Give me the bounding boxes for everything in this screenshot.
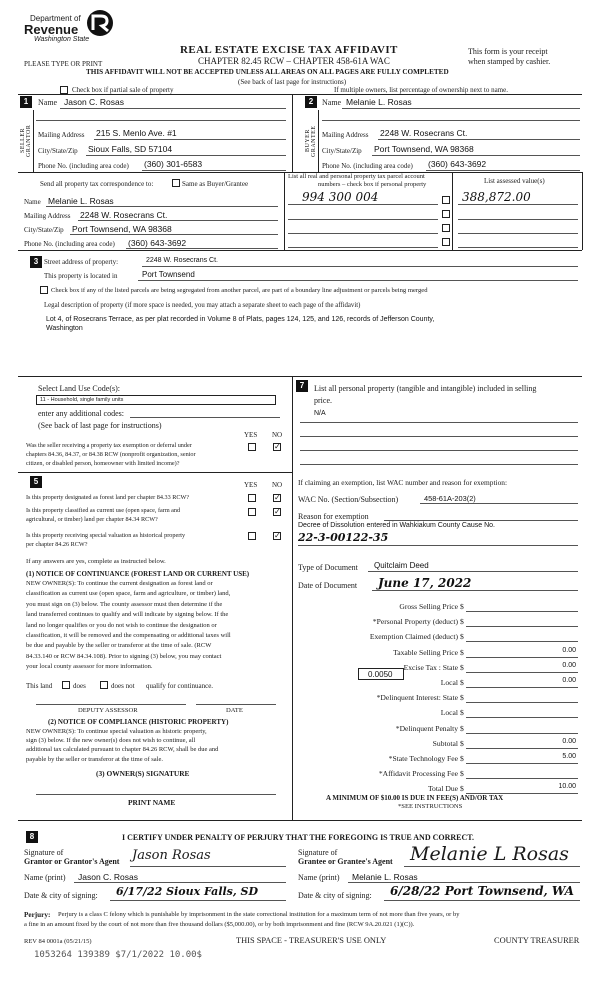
minimum-line1: A MINIMUM OF $10.00 IS DUE IN FEE(S) AND/OR TAX [326,794,504,802]
does-label: does [73,682,86,690]
parcel-3-personal-checkbox[interactable] [442,224,450,232]
tax-row-label: Gross Selling Price [399,602,458,611]
tax-row-value[interactable]: 0.00 [562,737,576,745]
does-not-label: does not [111,682,135,690]
grantee-sig-label2: Grantee or Grantee's Agent [298,857,393,866]
tax-row-currency: $ [460,723,464,733]
grantor-sig-label1: Signature of [24,848,64,857]
grantee-date-label: Date & city of signing: [298,891,372,900]
notice2-title: (2) NOTICE OF COMPLIANCE (HISTORIC PROPERTY) [48,718,229,726]
seller-mail[interactable]: 215 S. Menlo Ave. #1 [96,128,177,138]
treasurer-stamp: 1053264 139389 $7/1/2022 10.00$ [34,950,202,960]
seller-side-label: SELLER GRANTOR [20,124,32,158]
current-use-no-checkbox[interactable]: ✓ [274,507,281,516]
buyer-name[interactable]: Melanie L. Rosas [346,97,412,107]
s5-q3-line1: Is this property receiving special valuation as historical property [26,532,186,539]
notice1-line: your local county assessor for more information. [26,663,153,671]
this-land: This land [26,682,53,690]
tax-row-label: Total Due [427,784,458,794]
dept-line1: Department of [30,14,81,23]
s5-q3-line2: per chapter 84.26 RCW? [26,541,88,548]
notice1-line: classification, it will be removed and the compensating or additional taxes will [26,632,231,639]
notice2-line: additional tax calculated pursuant to chapter 84.26 RCW, shall be due and [26,746,219,754]
grantor-signature[interactable]: Jason Rosas [132,848,211,863]
exemption-q-line1: Was the seller receiving a property tax exemption or deferral under [26,442,192,449]
tax-row-value[interactable]: 10.00 [558,783,576,791]
tax-row-label: *Delinquent Interest: State [376,693,458,703]
s5-yes: YES [244,481,258,489]
tax-row-currency: $ [460,708,464,718]
buyer-name-label: Name [322,98,342,107]
partial-sale-checkbox[interactable] [60,86,68,94]
assessed-value[interactable]: 388,872.00 [462,190,531,204]
notice2-line: sign (3) below. If the new owner(s) does not wish to continue, all [26,737,196,745]
tax-row-currency: $ [460,678,464,687]
perjury-label: Perjury: [24,911,51,919]
wac-value[interactable]: 458-61A-203(2) [424,494,476,503]
corr-mail-label: Mailing Address [24,212,71,220]
does-checkbox[interactable] [62,681,70,689]
qualify-label: qualify for continuance. [146,682,214,690]
located-label: This property is located in [44,272,118,280]
parcel-2-personal-checkbox[interactable] [442,210,450,218]
deputy-date: DATE [226,707,243,714]
seller-phone[interactable]: (360) 301-6583 [144,159,203,169]
grantee-date[interactable]: 6/28/22 Port Townsend, WA [390,884,574,898]
tax-row-label: Taxable Selling Price [393,647,458,657]
grantor-name[interactable]: Jason C. Rosas [78,872,138,882]
section-7-number: 7 [296,380,308,392]
doc-type[interactable]: Quitclaim Deed [374,561,429,570]
buyer-mail[interactable]: 2248 W. Rosecrans Ct. [380,128,468,138]
legal-label: Legal description of property (if more space is needed, you may attach a separate sheet to each page of the affidavit) [44,302,361,309]
notice2-line: NEW OWNER(S): To continue special valuation as historic property, [26,728,207,735]
exemption-intro: If claiming an exemption, list WAC number and reason for exemption: [298,478,508,487]
form-title: REAL ESTATE EXCISE TAX AFFIDAVIT [180,44,398,56]
section-2-number: 2 [305,96,317,108]
tax-row-value[interactable]: 0.00 [562,677,576,684]
does-not-checkbox[interactable] [100,681,108,689]
section-8-number: 8 [26,831,38,843]
tax-row-currency: $ [460,784,464,794]
notice1-line: land no longer qualifies or you do not wish to continue the designation or [26,621,217,629]
additional-codes-label: enter any additional codes: [38,409,124,418]
corr-name-label: Name [24,198,41,206]
tax-row-currency: $ [460,754,464,763]
seller-name[interactable]: Jason C. Rosas [64,97,124,107]
exemption-yes-checkbox[interactable] [248,443,256,451]
form-subtitle: CHAPTER 82.45 RCW – CHAPTER 458-61A WAC [198,56,390,66]
seller-name-label: Name [38,98,58,107]
buyer-city[interactable]: Port Townsend, WA 98368 [374,144,474,154]
wac-label: WAC No. (Section/Subsection) [298,495,399,504]
located-in[interactable]: Port Townsend [142,270,195,279]
tax-row-value[interactable]: 5.00 [562,753,576,760]
corr-mail[interactable]: 2248 W. Rosecrans Ct. [80,210,168,220]
buyer-phone[interactable]: (360) 643-3692 [428,159,487,169]
same-as-buyer-label: Same as Buyer/Grantee [182,180,249,188]
tax-row-currency: $ [460,769,464,779]
tax-row-label: *Affidavit Processing Fee [378,769,458,779]
notice1-line: you must sign on (3) below. The county assessor must then determine if the [26,600,223,608]
grantee-signature[interactable]: Melanie L Rosas [410,843,569,865]
receipt-line2: when stamped by cashier. [468,57,551,66]
tax-row-label: Subtotal [432,738,458,748]
street-label: Street address of property: [44,258,119,266]
land-use-no: NO [272,431,283,439]
receipt-line1: This form is your receipt [468,47,548,56]
parcel-header-line1: List all real and personal property tax parcel account [288,173,425,180]
correspondence-label: Send all property tax correspondence to: [40,180,154,188]
parcel-4-personal-checkbox[interactable] [442,238,450,246]
s5-q2-line1: Is this property classified as current use (open space, farm and [26,507,181,514]
s5-no: NO [272,481,283,489]
notice2-line: payable by the seller or transferor at the time of sale. [26,755,163,763]
tax-row-currency: $ [460,662,464,672]
notice1-line: be due and payable by the seller or transferor at the time of sale. (RCW [26,642,212,650]
notice1-title: (1) NOTICE OF CONTINUANCE (FOREST LAND OR CURRENT USE) [26,570,250,578]
treasurer-use: THIS SPACE - TREASURER'S USE ONLY [236,936,387,945]
warning: THIS AFFIDAVIT WILL NOT BE ACCEPTED UNLESS ALL AREAS ON ALL PAGES ARE FULLY COMPLETED [86,68,449,76]
grantee-name[interactable]: Melanie L. Rosas [352,872,418,882]
tax-row-value[interactable]: 0.00 [562,661,576,669]
doc-date[interactable]: June 17, 2022 [378,576,472,590]
tax-row-currency: $ [460,647,464,657]
buyer-mail-label: Mailing Address [322,131,369,139]
seller-city-label: City/State/Zip [38,147,78,155]
local-rate-box[interactable] [358,668,404,680]
land-use-select[interactable] [36,395,276,405]
grantor-date-label: Date & city of signing: [24,891,98,900]
tax-row-currency: $ [460,632,464,642]
legal-line2[interactable]: Washington [46,325,83,332]
segregated-label: Check box if any of the listed parcels are being segregated from another parcel, are part of a boundary line adjustment or parcels being merged [51,287,428,294]
tax-row-currency: $ [460,602,464,611]
perjury-line1: Perjury is a class C felony which is punishable by imprisonment in the state correctional institution for a maximum term of not more than five years, or by [58,911,460,918]
notice1-line: NEW OWNER(S): To continue the current designation as forest land or [26,580,213,587]
deputy-assessor: DEPUTY ASSESSOR [78,707,138,714]
buyer-phone-label: Phone No. (including area code) [322,162,413,170]
seller-city[interactable]: Sioux Falls, SD 57104 [88,144,173,154]
owner-signature-label: (3) OWNER(S) SIGNATURE [96,769,190,778]
corr-city-label: City/State/Zip [24,226,64,234]
corr-phone[interactable]: (360) 643-3692 [128,238,187,248]
historic-yes-checkbox[interactable] [248,532,256,540]
tax-row-label: Exemption Claimed (deduct) [369,632,458,642]
current-use-yes-checkbox[interactable] [248,508,256,516]
corr-city[interactable]: Port Townsend, WA 98368 [72,224,172,234]
revenue-logo-icon [84,8,116,38]
buyer-city-label: City/State/Zip [322,147,362,155]
partial-sale-label: Check box if partial sale of property [72,86,174,94]
seller-phone-label: Phone No. (including area code) [38,162,129,170]
section-1-number: 1 [20,96,32,108]
grantee-name-label: Name (print) [298,873,340,882]
parcel-1-personal-checkbox[interactable] [442,196,450,204]
s5-q2-line2: agricultural, or timber) land per chapter 84.34 RCW? [26,516,158,523]
segregated-checkbox[interactable] [40,286,48,294]
personal-line2: price. [314,396,332,405]
land-use-yes: YES [244,431,258,439]
exemption-no-checkbox[interactable]: ✓ [274,442,281,451]
corr-phone-label: Phone No. (including area code) [24,240,115,248]
doc-date-label: Date of Document [298,581,358,590]
historic-no-checkbox[interactable]: ✓ [274,531,281,540]
s5-instr: If any answers are yes, complete as instructed below. [26,558,166,565]
tax-row-label: *Delinquent Penalty [395,723,458,733]
certify-text: I CERTIFY UNDER PENALTY OF PERJURY THAT THE FOREGOING IS TRUE AND CORRECT. [122,833,475,842]
notice1-line: land transferred continues to qualify and will indicate by signing below. If the [26,611,229,619]
exemption-q-line3: citizen, or disabled person, homeowner with limited income)? [26,460,180,467]
corr-name[interactable]: Melanie L. Rosas [48,196,114,206]
tax-row-label: *Personal Property (deduct) [372,617,458,627]
assessed-header: List assessed value(s) [484,177,545,185]
multiple-owners-note: If multiple owners, list percentage of ownership next to name. [334,86,508,94]
grantor-date[interactable]: 6/17/22 Sioux Falls, SD [116,885,259,898]
parcel-header-line2: numbers – check box if personal property [318,181,427,188]
grantor-name-label: Name (print) [24,873,66,882]
personal-value[interactable]: N/A [314,410,326,417]
tax-row-currency: $ [460,738,464,748]
cause-number[interactable]: 22-3-00122-35 [298,531,389,544]
dept-line3: Washington State [34,36,90,43]
tax-row-value[interactable]: 0.00 [562,646,576,654]
section-5-number: 5 [30,476,42,488]
notice1-line: classification as current use (open space, farm and agriculture, or timber) land, [26,590,231,598]
doc-type-label: Type of Document [298,563,358,572]
land-use-label: Select Land Use Code(s): [38,384,120,393]
reason-value[interactable]: Decree of Dissolution entered in Wahkiakum County Cause No. [298,522,496,529]
street-address[interactable]: 2248 W. Rosecrans Ct. [146,257,218,264]
personal-line1: List all personal property (tangible and intangible) included in selling [314,384,537,393]
tax-row-label: Local [440,708,458,718]
parcel-number[interactable]: 994 300 004 [302,190,379,204]
land-use-select-value: 11 - Household, single family units [40,397,124,403]
perjury-line2: a fine in an amount fixed by the court of not more than five thousand dollars ($5,000.00), or by both imprisonment and fine (RCW 9A.20.021 (1)(C)). [24,921,415,928]
tax-row-label: Local [440,678,458,687]
dept-line2: Revenue [24,22,79,37]
form-number: REV 84 0001a (05/21/15) [24,938,92,945]
county-treasurer: COUNTY TREASURER [494,936,580,945]
same-as-buyer-checkbox[interactable] [172,179,180,187]
please-type: PLEASE TYPE OR PRINT [24,60,103,68]
tax-row-label: Excise Tax : State [403,662,458,672]
grantee-sig-label1: Signature of [298,848,338,857]
tax-row-currency: $ [460,617,464,627]
exemption-q-line2: chapters 84.36, 84.37, or 84.38 RCW (nonprofit organization, senior [26,451,196,458]
tax-row-label: *State Technology Fee [388,754,458,763]
seller-mail-label: Mailing Address [38,131,85,139]
s5-q1: Is this property designated as forest land per chapter 84.33 RCW? [26,494,190,501]
minimum-line2: *SEE INSTRUCTIONS [398,803,463,810]
see-back: (See back of last page for instructions) [238,78,347,86]
forest-no-checkbox[interactable]: ✓ [274,493,281,502]
buyer-side-label: BUYER GRANTEE [305,125,317,157]
section-3-number: 3 [30,256,42,268]
print-name-label: PRINT NAME [128,798,176,807]
tax-row-currency: $ [460,693,464,703]
notice1-line: 84.33.140 or RCW 84.34.108). Prior to signing (3) below, you may contact [26,652,222,660]
local-rate: 0.0050 [368,670,393,679]
reason-label: Reason for exemption [298,512,369,521]
forest-yes-checkbox[interactable] [248,494,256,502]
legal-line1[interactable]: Lot 4, of Rosecrans Terrace, as per plat recorded in Volume 8 of Plats, pages 124, 125, and 126, records of Jefferson County, [46,316,435,323]
grantor-sig-label2: Grantor or Grantor's Agent [24,857,120,866]
land-use-see-back: (See back of last page for instructions) [38,421,162,430]
